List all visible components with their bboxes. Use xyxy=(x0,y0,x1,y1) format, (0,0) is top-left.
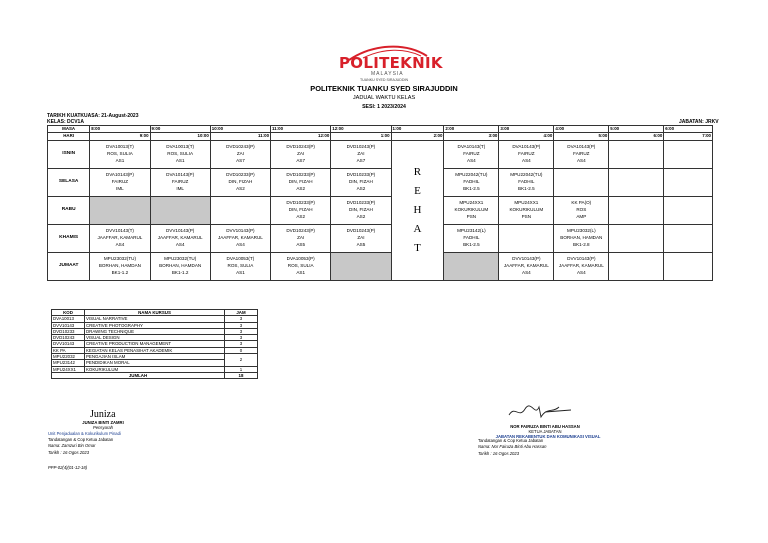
lecturer-name: KOKURIKULUM xyxy=(509,206,544,212)
masa-label: MASA xyxy=(48,126,90,133)
class-slot xyxy=(609,140,664,168)
room-code: AS2 xyxy=(296,185,305,191)
time-end: 4:00 xyxy=(499,133,554,140)
rehat-letter: T xyxy=(414,241,421,254)
room-code: BK1-2.5 xyxy=(518,185,535,191)
department-label: JABATAN: JRKV xyxy=(679,119,719,125)
lecturer-name: ROS, SULIA xyxy=(227,262,254,268)
course-code: DVD10243(P) xyxy=(346,144,376,150)
document-title: JADUAL WAKTU KELAS xyxy=(352,95,416,101)
room-code: AS1 xyxy=(236,269,245,275)
room-code: AS4 xyxy=(115,241,125,247)
time-start-row xyxy=(48,126,713,133)
subject-name: DRAWING TECHNIQUE xyxy=(85,328,225,334)
room-code: AS2 xyxy=(236,185,245,191)
lecturer-name: BORHAN, HAMDAN xyxy=(98,262,141,268)
lecturer-name: FAIRUZ xyxy=(171,178,189,184)
class-slot xyxy=(499,252,554,280)
form-code: PPP-02(4)(01-12-18) xyxy=(48,465,88,470)
room-code: AS5 xyxy=(356,241,366,247)
class-slot xyxy=(331,224,391,252)
subject-hours: 3 xyxy=(225,328,258,334)
course-code: MPU23032(TU) xyxy=(103,256,136,262)
subject-hours: 2 xyxy=(225,354,258,367)
lecturer-name: DIN, FIZAH xyxy=(349,178,373,184)
subject-code: DVD10233 xyxy=(52,328,85,334)
course-code: DVA10143(P) xyxy=(166,172,195,178)
class-slot xyxy=(664,140,713,168)
course-code: MPU24XX1 xyxy=(459,200,484,206)
room-code: AS4 xyxy=(576,269,586,275)
room-code: AS1 xyxy=(296,269,305,275)
lecturer-name: FAIRUZ xyxy=(463,150,480,156)
class-slot xyxy=(150,224,210,252)
day-row xyxy=(48,196,713,224)
lecturer-name: ZAI xyxy=(297,150,305,156)
left-signatory-role: Pensyarah xyxy=(92,425,114,430)
course-code: DVV10143(P) xyxy=(512,256,541,262)
course-code: MPU23032(TU) xyxy=(164,256,197,262)
lecturer-name: FADHIL xyxy=(518,178,535,184)
col-header-name: NAMA KURSUS xyxy=(85,310,225,316)
lecturer-name: ROS, SULIA xyxy=(167,150,194,156)
course-code: DVA10013(T) xyxy=(166,144,195,150)
lecturer-name: KOKURIKULUM xyxy=(454,206,489,212)
room-code: PSN xyxy=(521,213,532,219)
class-slot xyxy=(90,140,150,168)
time-end: 11:00 xyxy=(210,133,270,140)
lecturer-name: BORHAN, HAMDAN xyxy=(560,234,603,240)
class-slot xyxy=(499,168,554,196)
subject-name: KEGIATAN KELAS PENASIHAT AKADEMIK xyxy=(85,347,225,353)
room-code: IML xyxy=(176,185,184,191)
logo-tagline: TUANKU SYED SIRAJUDDIN xyxy=(359,78,409,82)
course-code: DVD10243(P) xyxy=(226,144,255,150)
time-end: 12:00 xyxy=(271,133,331,140)
subject-hours: 3 xyxy=(225,335,258,341)
time-end: 9:00 xyxy=(90,133,150,140)
right-signature-icon xyxy=(505,403,575,421)
course-code: DVD10233(P) xyxy=(226,172,255,178)
course-code: MPU23032(L) xyxy=(567,228,596,234)
class-slot xyxy=(664,252,713,280)
class-slot xyxy=(331,168,391,196)
day-name: RABU xyxy=(48,196,90,224)
rehat-letter: A xyxy=(413,222,422,235)
right-sign-caption: Tandatangan & Cop Ketua Jabatan xyxy=(478,438,544,443)
subject-hours: 3 xyxy=(225,341,258,347)
blocked-slot xyxy=(444,252,499,280)
total-hours: 18 xyxy=(225,372,258,378)
room-code: IML xyxy=(116,185,124,191)
rehat-letter: H xyxy=(413,203,422,216)
time-start: 12:00 xyxy=(331,126,391,133)
blocked-slot xyxy=(90,196,150,224)
room-code: AS4 xyxy=(236,241,245,247)
class-slot xyxy=(664,168,713,196)
left-signature: Juniza xyxy=(90,409,116,420)
class-slot xyxy=(664,224,713,252)
room-code: AS1 xyxy=(175,157,185,163)
time-start: 2:00 xyxy=(444,126,499,133)
room-code: BK1-1.2 xyxy=(171,269,189,275)
class-slot xyxy=(210,224,270,252)
course-code: DVD10233(P) xyxy=(346,200,376,206)
course-code: MPU24XX1 xyxy=(514,200,539,206)
time-start: 1:00 xyxy=(391,126,444,133)
course-code: MPU22042(TU) xyxy=(455,172,488,178)
class-slot xyxy=(271,196,331,224)
day-row xyxy=(48,252,713,280)
class-slot xyxy=(609,224,664,252)
time-end: 2:00 xyxy=(391,133,444,140)
room-code: AS7 xyxy=(296,157,305,163)
class-slot xyxy=(554,224,609,252)
class-slot xyxy=(499,140,554,168)
lecturer-name: DIN, FIZAH xyxy=(288,178,313,184)
class-slot xyxy=(271,140,331,168)
course-code: DVA10053(T) xyxy=(226,256,255,262)
subject-name: KOKURIKULUM xyxy=(85,366,225,372)
time-start: 3:00 xyxy=(499,126,554,133)
class-slot xyxy=(90,252,150,280)
session-label: SESI: 1 2023/2024 xyxy=(362,104,406,110)
effective-date: TARIKH KUATKUASA: 21-August-2023 xyxy=(47,113,139,119)
course-code: DVV10143(P) xyxy=(165,228,195,234)
rehat-letter: R xyxy=(413,165,422,178)
lecturer-name: JAAFFAR, KAMARUL xyxy=(97,234,143,240)
col-header-hours: JAM xyxy=(225,310,258,316)
subject-hours: 1 xyxy=(225,366,258,372)
class-slot xyxy=(150,140,210,168)
day-name: KHAMIS xyxy=(48,224,90,252)
subject-name: CREATIVE PHOTOGRAPHY xyxy=(85,322,225,328)
class-slot xyxy=(609,196,664,224)
time-start: 5:00 xyxy=(609,126,664,133)
subject-code: MPU24XX1 xyxy=(52,366,85,372)
total-label: JUMLAH xyxy=(52,372,225,378)
subject-code: KK PA xyxy=(52,347,85,353)
institution-title: POLITEKNIK TUANKU SYED SIRAJUDDIN xyxy=(310,84,458,93)
right-signatory-unit: JABATAN REKABENTUK DAN KOMUNIKASI VISUAL xyxy=(495,434,601,439)
room-code: AS4 xyxy=(522,157,531,163)
course-code: DVA10053(P) xyxy=(286,256,315,262)
lecturer-name: ROS, SULIA xyxy=(107,150,133,156)
day-name: ISNIN xyxy=(48,140,90,168)
time-end: 3:00 xyxy=(444,133,499,140)
lecturer-name: ZAI xyxy=(236,150,244,156)
room-code: AS2 xyxy=(296,213,305,219)
room-code: AS4 xyxy=(467,157,476,163)
time-end: 1:00 xyxy=(331,133,391,140)
course-code: MPU23142(L) xyxy=(457,228,486,234)
lecturer-name: ROS, SULIA xyxy=(287,262,314,268)
time-end: 6:00 xyxy=(609,133,664,140)
lecturer-name: JAAFFAR, KAMARUL xyxy=(217,234,263,240)
room-code: AS4 xyxy=(175,241,185,247)
subject-name: CREATIVE PRODUCTION MANAGEMENT xyxy=(85,341,225,347)
room-code: AS4 xyxy=(522,269,531,275)
subject-name: PENDIDIKAN MORAL xyxy=(85,360,225,366)
subject-code: DVV10143 xyxy=(52,322,85,328)
day-name: JUMAAT xyxy=(48,252,90,280)
class-slot xyxy=(554,196,609,224)
room-code: AS4 xyxy=(576,157,586,163)
subject-hours: 0 xyxy=(225,347,258,353)
class-slot xyxy=(554,168,609,196)
subject-hours: 3 xyxy=(225,316,258,322)
class-slot xyxy=(444,196,499,224)
room-code: PSN xyxy=(466,213,477,219)
course-code: DVD10233(P) xyxy=(346,172,376,178)
subject-code: DVA10013 xyxy=(52,316,85,322)
class-slot xyxy=(609,168,664,196)
lecturer-name: ZAI xyxy=(357,234,365,240)
class-slot xyxy=(331,140,391,168)
class-slot xyxy=(271,252,331,280)
lecturer-name: FADHIL xyxy=(463,234,480,240)
lecturer-name: ZAI xyxy=(357,150,365,156)
lecturer-name: FAIRUZ xyxy=(573,150,590,156)
col-header-code: KOD xyxy=(52,310,85,316)
subject-code: DVD10243 xyxy=(52,335,85,341)
course-code: MPU22042(TU) xyxy=(510,172,543,178)
lecturer-name: FAIRUZ xyxy=(111,178,129,184)
class-slot xyxy=(331,196,391,224)
lecturer-name: BORHAN, HAMDAN xyxy=(159,262,202,268)
class-slot xyxy=(271,168,331,196)
right-sign-name-line: Nama: Nor Fairuza Binti Abu Hassan xyxy=(478,444,547,449)
course-code: DVA10143(P) xyxy=(105,172,134,178)
class-slot xyxy=(609,252,664,280)
class-slot xyxy=(90,224,150,252)
class-slot xyxy=(210,196,270,224)
class-slot xyxy=(90,168,150,196)
class-slot xyxy=(444,224,499,252)
subject-name: VISUAL NARRATIVE xyxy=(85,316,225,322)
left-sign-name-line: Nama: Zamzuri Bin Omar xyxy=(48,443,96,448)
class-slot xyxy=(150,168,210,196)
right-signatory-role: KETUA JABATAN xyxy=(528,429,562,434)
course-code: DVA10143(P) xyxy=(512,144,541,150)
lecturer-name: ROS xyxy=(576,206,587,212)
subject-code: MPU23142 xyxy=(52,360,85,366)
class-slot xyxy=(210,140,270,168)
day-row xyxy=(48,224,713,252)
lecturer-name: ZAI xyxy=(297,234,305,240)
class-slot xyxy=(499,224,554,252)
lecturer-name: DIN, FIZAH xyxy=(288,206,313,212)
subject-total-row xyxy=(52,372,258,378)
lecturer-name: FAIRUZ xyxy=(518,150,535,156)
rehat-letter: E xyxy=(414,184,421,197)
time-start: 8:00 xyxy=(90,126,150,133)
class-slot xyxy=(499,196,554,224)
subject-code: DVV10143 xyxy=(52,341,85,347)
rehat-break xyxy=(391,140,444,280)
time-start: 6:00 xyxy=(664,126,713,133)
blocked-slot xyxy=(331,252,391,280)
day-name: SELASA xyxy=(48,168,90,196)
course-code: DVV10143(T) xyxy=(105,228,134,234)
day-row xyxy=(48,140,713,168)
logo-wordmark: POLITEKNIK xyxy=(339,54,443,72)
class-slot xyxy=(444,140,499,168)
room-code: BK1-2.5 xyxy=(463,185,480,191)
room-code: AS5 xyxy=(296,241,305,247)
time-end: 10:00 xyxy=(150,133,210,140)
time-end: 5:00 xyxy=(554,133,609,140)
room-code: BK1-1.2 xyxy=(111,269,129,275)
politeknik-logo xyxy=(335,44,443,77)
timetable xyxy=(47,125,713,281)
time-end: 7:00 xyxy=(664,133,713,140)
course-code: DVD10243(P) xyxy=(286,144,315,150)
left-sign-date: Tarikh : 16 Ogos 2023 xyxy=(48,450,90,455)
course-code: DVA10013(T) xyxy=(106,144,134,150)
class-slot xyxy=(444,168,499,196)
course-code: KK PA(O) xyxy=(571,200,592,206)
room-code: BK1-2.5 xyxy=(463,241,480,247)
lecturer-name: FADHIL xyxy=(463,178,480,184)
course-code: DVD10243(P) xyxy=(346,228,376,234)
lecturer-name: JAAFFAR, KAMARUL xyxy=(503,262,549,268)
class-slot xyxy=(664,196,713,224)
room-code: BK1-2.8 xyxy=(573,241,590,247)
left-signatory-unit: Unit Penjadualan & Kokurikulum Pinadi xyxy=(48,431,121,436)
time-start: 11:00 xyxy=(271,126,331,133)
class-slot xyxy=(271,224,331,252)
time-start: 9:00 xyxy=(150,126,210,133)
time-end-row xyxy=(48,133,713,140)
room-code: AS2 xyxy=(356,185,366,191)
course-code: DVD10233(P) xyxy=(286,172,315,178)
lecturer-name: DIN, FIZAH xyxy=(349,206,373,212)
room-code: AS1 xyxy=(115,157,125,163)
subject-table xyxy=(51,309,258,379)
class-slot xyxy=(554,140,609,168)
subject-name: PENGAJIAN ISLAM xyxy=(85,354,225,360)
logo-subtext: MALAYSIA xyxy=(371,71,404,77)
lecturer-name: JAAFFAR, KAMARUL xyxy=(157,234,203,240)
room-code: AMP xyxy=(576,213,587,219)
lecturer-name: JAAFFAR, KAMARUL xyxy=(558,262,604,268)
subject-hours: 3 xyxy=(225,322,258,328)
day-row xyxy=(48,168,713,196)
course-code: DVD10233(P) xyxy=(286,200,315,206)
class-slot xyxy=(150,252,210,280)
blocked-slot xyxy=(150,196,210,224)
course-code: DVV10143(P) xyxy=(567,256,596,262)
right-signatory-name: NOR FAIRUZA BINTI ABU HASSAN xyxy=(510,424,580,429)
hari-label: HARI xyxy=(48,133,90,140)
room-code: AS7 xyxy=(236,157,245,163)
course-code: DVA10143(T) xyxy=(457,144,486,150)
time-start: 10:00 xyxy=(210,126,270,133)
time-start: 4:00 xyxy=(554,126,609,133)
course-code: DVV10143(P) xyxy=(226,228,255,234)
left-signatory-name: JUNIZA BINTI ZAMRI xyxy=(82,420,124,425)
subject-name: VISUAL DESIGN xyxy=(85,335,225,341)
class-slot xyxy=(210,168,270,196)
left-sign-caption: Tandatangan & Cop Ketua Jabatan xyxy=(48,437,114,442)
class-label: KELAS: DCV1A xyxy=(47,119,84,125)
class-slot xyxy=(210,252,270,280)
room-code: AS7 xyxy=(356,157,366,163)
right-sign-date: Tarikh : 16 Ogos 2023 xyxy=(478,451,520,456)
subject-code: MPU22032 xyxy=(52,354,85,360)
class-slot xyxy=(554,252,609,280)
room-code: AS2 xyxy=(356,213,366,219)
course-code: DVD10243(P) xyxy=(286,228,315,234)
course-code: DVA10143(P) xyxy=(567,144,596,150)
lecturer-name: DIN, FIZAH xyxy=(228,178,253,184)
